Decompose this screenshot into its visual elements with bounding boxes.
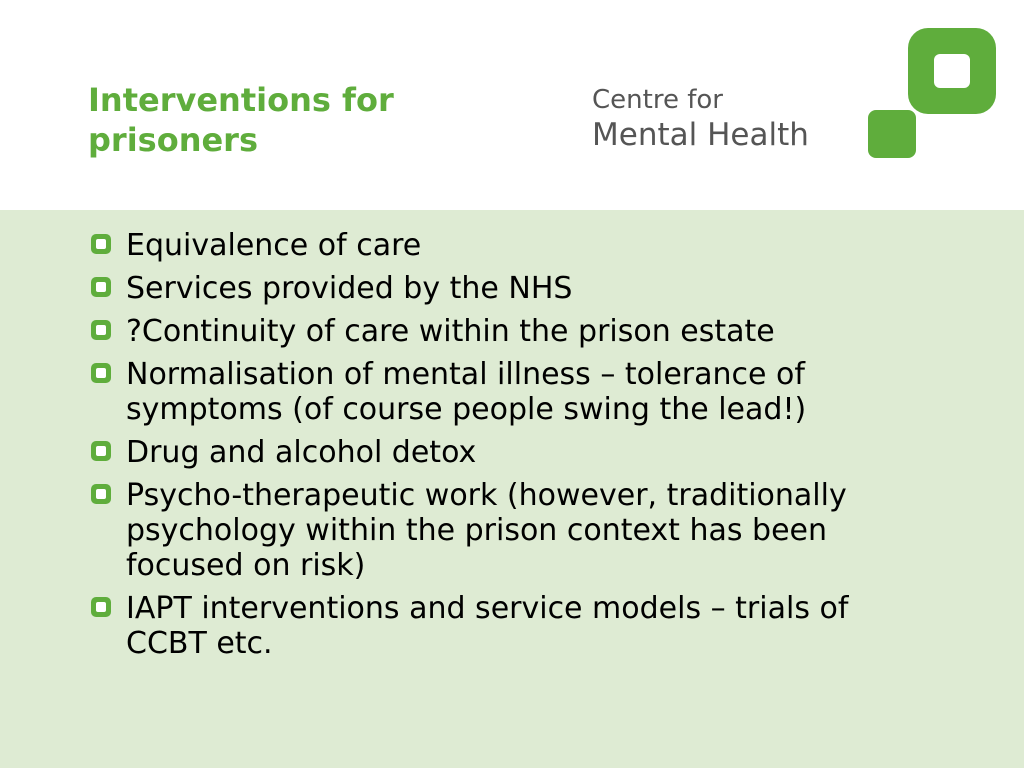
bullet-text: Services provided by the NHS: [126, 271, 573, 306]
slide-title: Interventions for prisoners: [88, 81, 394, 159]
bullet-text: Equivalence of care: [126, 228, 422, 263]
bullet-list: [88, 228, 928, 669]
bullet-text: Psycho-therapeutic work (however, traditionally psychology within the prison context has been focused on risk): [126, 478, 847, 583]
square-ring-bullet-icon: [90, 440, 112, 462]
bullet-item: [88, 478, 928, 583]
bullet-item: [88, 591, 928, 661]
logo-wordmark: [592, 84, 809, 154]
bullet-item: [88, 228, 928, 263]
slide-header: [0, 0, 1024, 210]
bullet-text: Drug and alcohol detox: [126, 435, 477, 470]
bullet-item: [88, 314, 928, 349]
square-ring-bullet-icon: [90, 596, 112, 618]
square-ring-bullet-icon: [90, 362, 112, 384]
square-ring-logo-icon: [866, 26, 998, 162]
bullet-text: ?Continuity of care within the prison estate: [126, 314, 775, 349]
square-ring-bullet-icon: [90, 233, 112, 255]
bullet-text: Normalisation of mental illness – tolerance of symptoms (of course people swing the lead!): [126, 357, 807, 427]
bullet-item: [88, 357, 928, 427]
square-ring-bullet-icon: [90, 276, 112, 298]
bullet-text: IAPT interventions and service models – trials of CCBT etc.: [126, 591, 849, 661]
bullet-item: [88, 271, 928, 306]
square-ring-bullet-icon: [90, 319, 112, 341]
slide-body: [0, 210, 1024, 768]
logo-line-mental-health: Mental Health: [592, 117, 809, 153]
square-ring-bullet-icon: [90, 483, 112, 505]
bullet-item: [88, 435, 928, 470]
logo-line-centre-for: Centre for: [592, 85, 723, 115]
